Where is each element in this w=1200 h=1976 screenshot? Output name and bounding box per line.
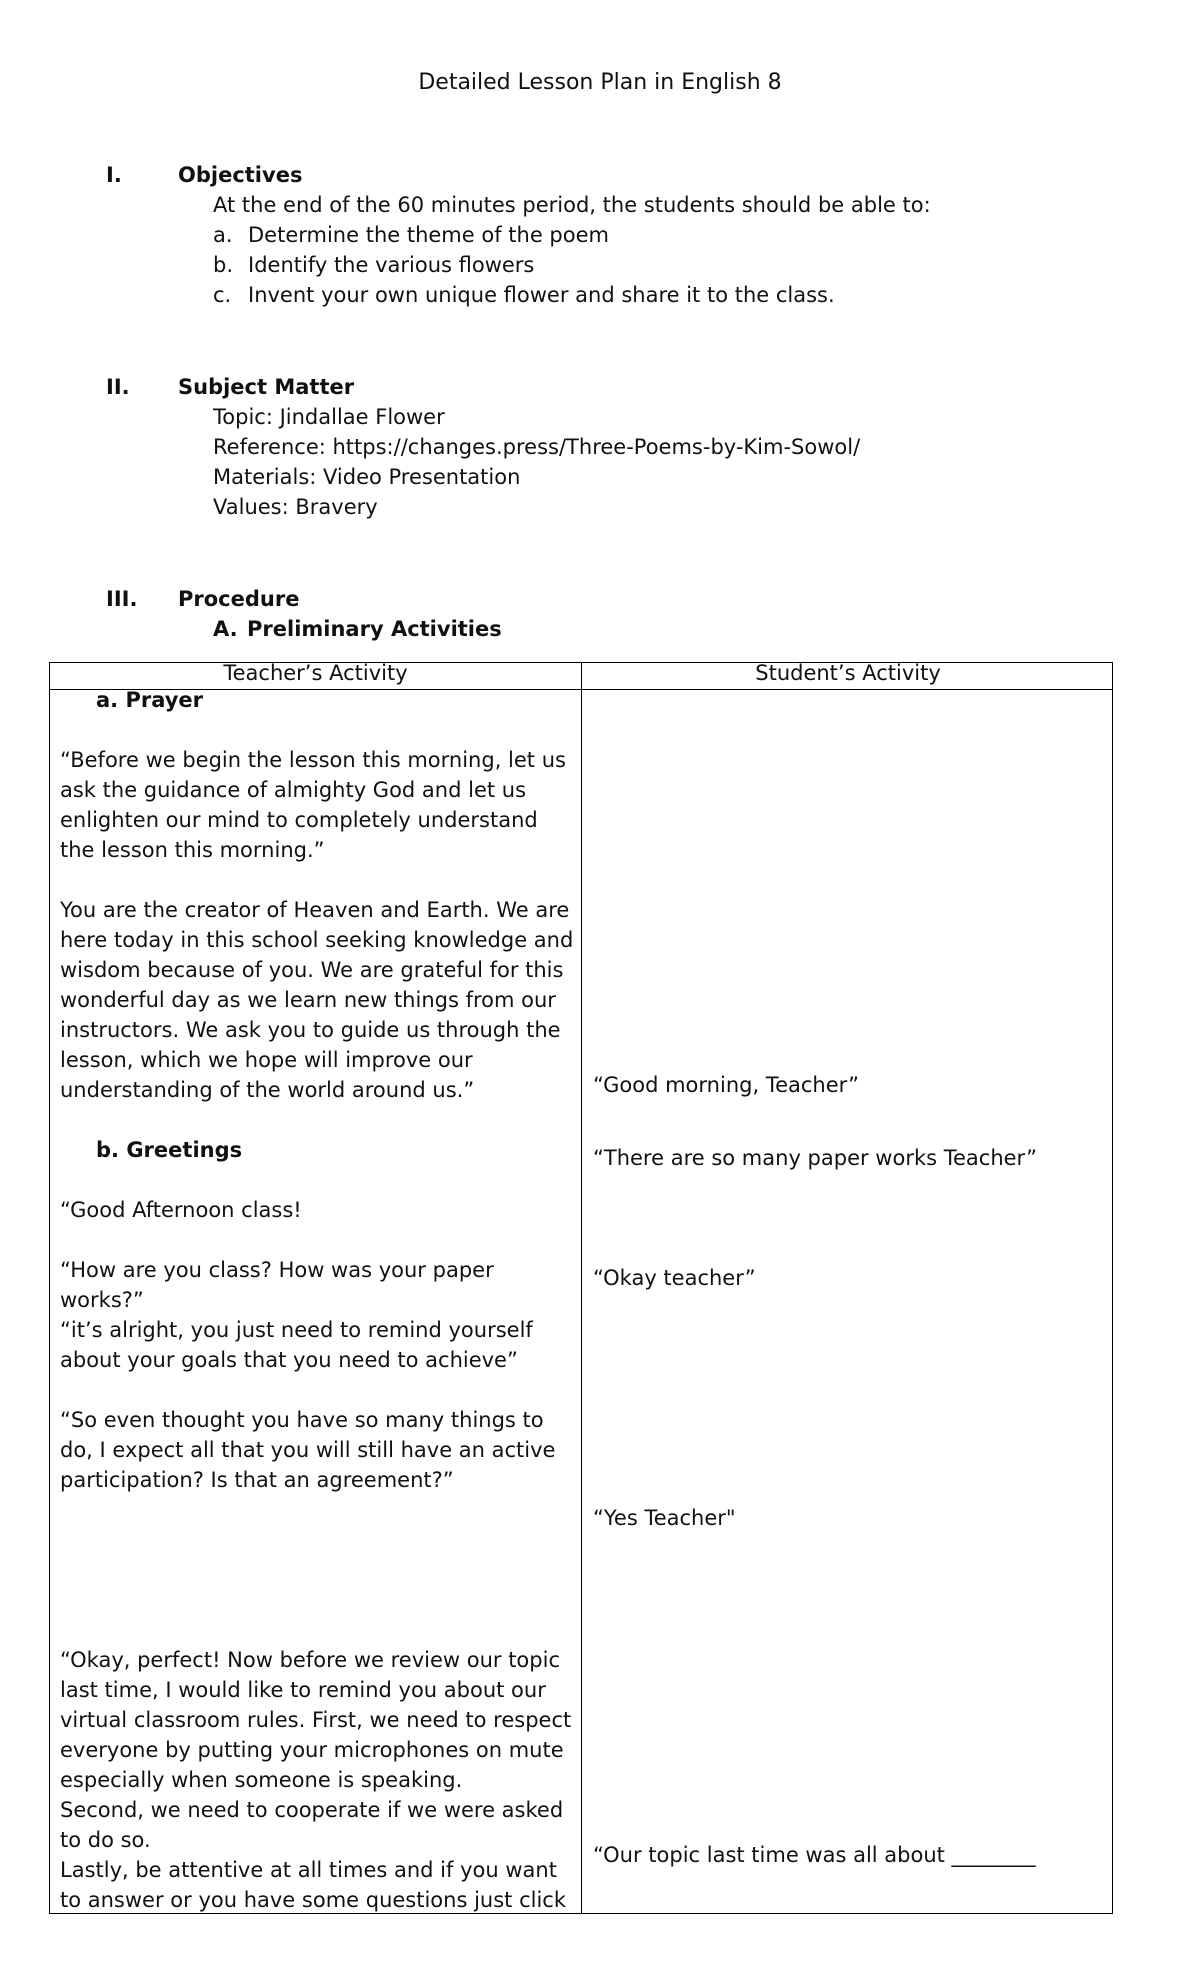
teacher-line: about your goals that you need to achieve”	[60, 1348, 518, 1372]
activities-table	[49, 662, 1113, 1914]
teacher-line: to do so.	[60, 1828, 151, 1852]
subject-topic: Topic: Jindallae Flower	[213, 405, 445, 429]
teacher-line: enlighten our mind to completely understand	[60, 808, 538, 832]
teacher-line: everyone by putting your microphones on mute	[60, 1738, 564, 1762]
teacher-line: “So even thought you have so many things to	[60, 1408, 544, 1432]
objective-item: Invent your own unique flower and share it to the class.	[248, 283, 835, 307]
procedure-numeral: III.	[106, 587, 138, 611]
teacher-line: here today in this school seeking knowledge and	[60, 928, 574, 952]
objective-item: Determine the theme of the poem	[248, 223, 609, 247]
objective-letter: c.	[213, 283, 232, 307]
objectives-heading: Objectives	[178, 163, 303, 187]
objectives-intro: At the end of the 60 minutes period, the students should be able to:	[213, 193, 931, 217]
teacher-subheading: a. Prayer	[96, 689, 204, 712]
procedure-sub-letter: A.	[213, 617, 238, 641]
subject-values: Values: Bravery	[213, 495, 378, 519]
objectives-numeral: I.	[106, 163, 122, 187]
teacher-line: lesson, which we hope will improve our	[60, 1048, 473, 1072]
teacher-line: “Okay, perfect! Now before we review our topic	[60, 1648, 560, 1672]
student-activity-header: Student’s Activity	[755, 661, 941, 685]
teacher-line: “Before we begin the lesson this morning, let us	[60, 748, 566, 772]
teacher-line: “Good Afternoon class!	[60, 1198, 302, 1222]
student-line: “Good morning, Teacher”	[593, 1073, 860, 1097]
teacher-line: “it’s alright, you just need to remind yourself	[60, 1318, 533, 1342]
column-divider	[581, 663, 582, 1913]
subject-materials: Materials: Video Presentation	[213, 465, 521, 489]
subject-reference: Reference: https://changes.press/Three-Poems-by-Kim-Sowol/	[213, 435, 861, 459]
procedure-sub-heading: Preliminary Activities	[247, 617, 502, 641]
subject-matter-heading: Subject Matter	[178, 375, 355, 399]
teacher-line: the lesson this morning.”	[60, 838, 325, 862]
teacher-line: Lastly, be attentive at all times and if you want	[60, 1858, 557, 1882]
teacher-line: participation? Is that an agreement?”	[60, 1468, 454, 1492]
teacher-line: wonderful day as we learn new things from our	[60, 988, 556, 1012]
teacher-subheading: b. Greetings	[96, 1138, 243, 1162]
procedure-heading: Procedure	[178, 587, 300, 611]
teacher-line: “How are you class? How was your paper	[60, 1258, 494, 1282]
student-line: “Okay teacher”	[593, 1266, 756, 1290]
teacher-line: ask the guidance of almighty God and let us	[60, 778, 527, 802]
teacher-line: especially when someone is speaking.	[60, 1768, 463, 1792]
student-line: “Our topic last time was all about ________	[593, 1843, 1036, 1867]
teacher-line: instructors. We ask you to guide us through the	[60, 1018, 561, 1042]
objective-item: Identify the various flowers	[248, 253, 535, 277]
teacher-line: to answer or you have some questions just click	[60, 1888, 566, 1912]
teacher-line: You are the creator of Heaven and Earth. We are	[60, 898, 570, 922]
teacher-line: understanding of the world around us.”	[60, 1078, 475, 1102]
teacher-line: Second, we need to cooperate if we were asked	[60, 1798, 564, 1822]
teacher-line: do, I expect all that you will still have an active	[60, 1438, 556, 1462]
teacher-line: wisdom because of you. We are grateful for this	[60, 958, 564, 982]
teacher-activity-column	[60, 689, 575, 1913]
objective-letter: b.	[213, 253, 234, 277]
subject-matter-numeral: II.	[106, 375, 130, 399]
teacher-line: works?”	[60, 1288, 144, 1312]
student-line: “There are so many paper works Teacher”	[593, 1146, 1037, 1170]
teacher-line: virtual classroom rules. First, we need to respect	[60, 1708, 572, 1732]
teacher-activity-header: Teacher’s Activity	[223, 661, 408, 685]
objective-letter: a.	[213, 223, 233, 247]
student-line: “Yes Teacher"	[593, 1506, 736, 1530]
student-activity-column	[593, 689, 1108, 1913]
document-title: Detailed Lesson Plan in English 8	[418, 70, 782, 95]
teacher-line: last time, I would like to remind you about our	[60, 1678, 546, 1702]
